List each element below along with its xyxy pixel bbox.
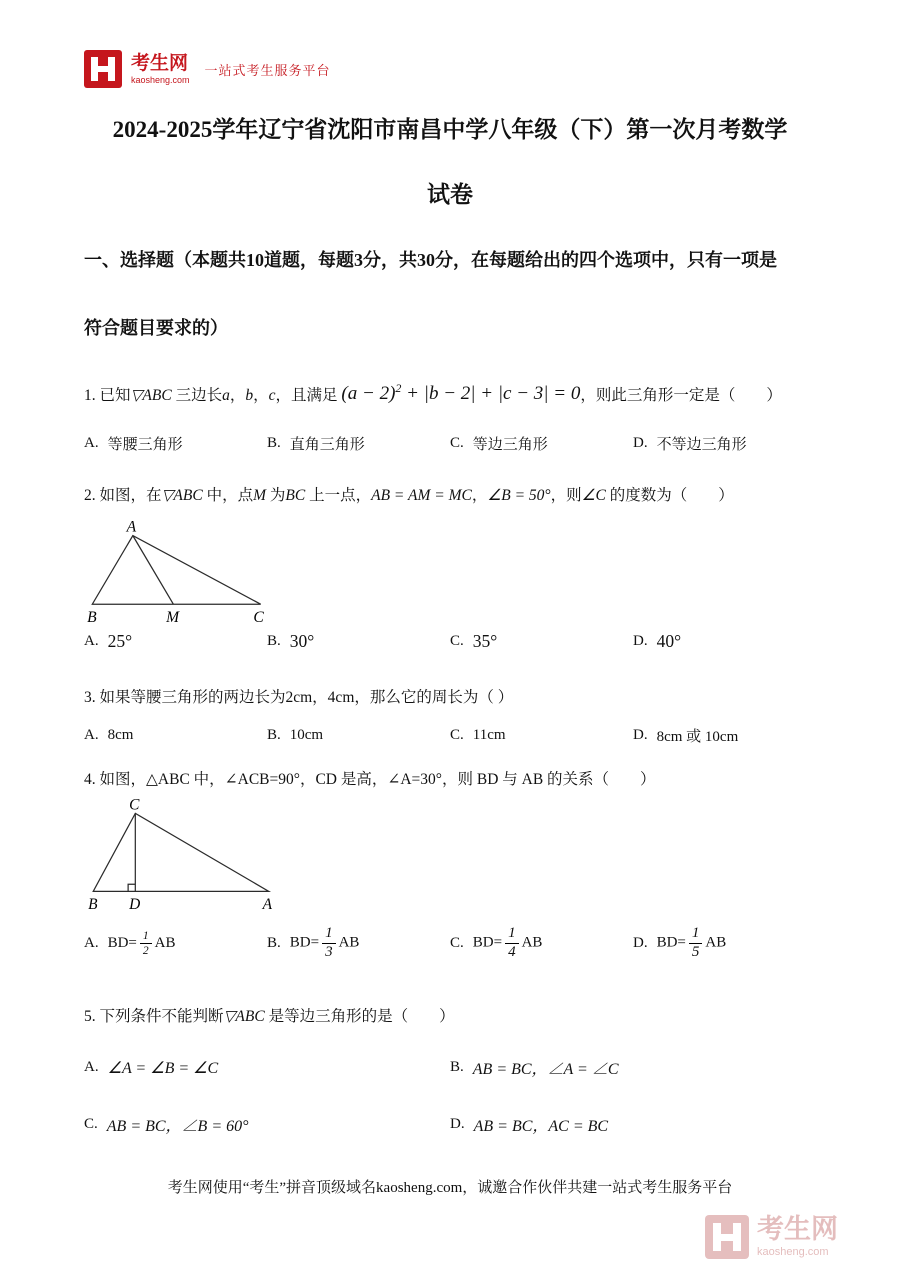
option-text: 不等边三角形 <box>656 436 747 453</box>
question-2-stem: 2. 如图，在▽ABC 中，点M 为BC 上一点，AB = AM = MC，∠B = 50°，则∠C 的度数为（ ） <box>84 486 734 504</box>
question-3 <box>84 686 816 746</box>
option-text: 25° <box>107 630 133 651</box>
question-2-options <box>84 631 816 652</box>
option-text: 8cm 或 10cm <box>656 729 739 746</box>
option-label: A. <box>84 632 99 649</box>
option-label: A. <box>84 935 99 952</box>
option-text: 35° <box>472 630 498 651</box>
q2-triangle-figure <box>86 519 268 625</box>
question-4-options <box>84 926 816 961</box>
kaosheng-watermark-icon <box>705 1215 749 1259</box>
question-3-option-c <box>450 727 633 744</box>
question-2 <box>84 484 816 652</box>
option-text: 10cm <box>289 727 324 744</box>
q4-figure-label-d: D <box>129 896 141 914</box>
option-label: A. <box>84 727 99 744</box>
section-heading-line1: 一、选择题（本题共10道题，每题3分，共30分，在每题给出的四个选项中，只有一项是 <box>84 250 777 271</box>
option-text: AB = BC，AC = BC <box>473 1118 609 1136</box>
option-text: ∠A = ∠B = ∠C <box>107 1059 219 1077</box>
option-text: 8cm <box>107 727 134 744</box>
option-text: BD= $\frac{1}{5}$ AB <box>656 925 727 961</box>
doc-title-line1: 2024-2025学年辽宁省沈阳市南昌中学八年级（下）第一次月考数学 <box>112 117 788 142</box>
question-5-options-row1 <box>84 1056 816 1079</box>
question-2-option-a <box>84 631 267 652</box>
kaosheng-watermark <box>705 1215 838 1259</box>
option-label: B. <box>267 434 281 451</box>
option-label: D. <box>633 434 648 451</box>
q4-figure-label-a: A <box>262 896 273 914</box>
option-label: B. <box>267 727 281 744</box>
option-label: B. <box>267 935 281 952</box>
option-text: 等边三角形 <box>472 436 548 453</box>
option-label: C. <box>450 727 464 744</box>
logo-tagline: 一站式考生服务平台 <box>204 62 331 78</box>
option-text: 30° <box>289 630 315 651</box>
question-1 <box>84 380 816 454</box>
section-heading <box>84 246 816 340</box>
question-5-option-a <box>84 1058 450 1078</box>
question-1-option-b <box>267 433 450 454</box>
option-text: 11cm <box>472 727 506 744</box>
question-5-option-c <box>84 1113 450 1136</box>
question-4-stem: 4. 如图，△ABC 中，∠ACB=90°，CD 是高，∠A=30°，则 BD 与 AB 的关系（ ） <box>84 771 656 789</box>
option-label: D. <box>633 935 648 952</box>
watermark-name: 考生网 <box>757 1214 838 1244</box>
q2-figure-label-m: M <box>166 608 180 625</box>
question-2-option-b <box>267 631 450 652</box>
q2-figure-label-c: C <box>253 608 264 625</box>
option-label: D. <box>450 1116 465 1133</box>
question-5-option-b <box>450 1056 816 1079</box>
watermark-domain: kaosheng.com <box>757 1246 829 1258</box>
logo-name: 考生网 <box>131 52 189 74</box>
q2-figure-label-b: B <box>87 608 97 625</box>
option-text: BD= $\frac{1}{4}$ AB <box>472 925 543 961</box>
question-4-option-d <box>633 926 816 961</box>
option-label: C. <box>450 632 464 649</box>
option-label: C. <box>450 434 464 451</box>
question-1-options <box>84 433 816 454</box>
option-label: B. <box>267 632 281 649</box>
watermark-text-block <box>757 1216 838 1258</box>
option-label: B. <box>450 1059 464 1076</box>
question-3-option-b <box>267 727 450 744</box>
question-1-option-d <box>633 433 816 454</box>
question-4-option-c <box>450 926 633 961</box>
question-5 <box>84 1005 816 1136</box>
q4-figure-label-c: C <box>129 799 140 814</box>
logo-domain: kaosheng.com <box>131 74 190 85</box>
option-label: A. <box>84 1059 99 1076</box>
option-label: C. <box>84 1116 98 1133</box>
question-3-option-d <box>633 725 816 746</box>
option-text: 直角三角形 <box>289 436 365 453</box>
logo-text-block <box>131 54 190 85</box>
option-text: BD= $\frac{1}{3}$ AB <box>289 925 360 961</box>
section-heading-line2: 符合题目要求的） <box>84 318 228 339</box>
question-4-option-b <box>267 926 450 961</box>
option-label: D. <box>633 727 648 744</box>
question-5-options-row2 <box>84 1113 816 1136</box>
option-label: A. <box>84 434 99 451</box>
option-text: BD= $\frac{1}{2}$ AB <box>107 930 176 958</box>
option-text: AB = BC，∠A = ∠C <box>472 1061 619 1079</box>
q2-figure-label-a: A <box>126 518 137 536</box>
q4-triangle-figure <box>86 799 276 914</box>
question-1-stem: 1. 已知▽ABC 三边长a，b，c，且满足 $(a - 2)^2 + |b - 2| + |c - 3| = 0$，则此三角形一定是（ ） <box>84 381 782 405</box>
question-3-stem: 3. 如果等腰三角形的两边长为2cm，4cm，那么它的周长为（ ） <box>84 688 514 706</box>
q4-figure-label-b: B <box>88 896 98 914</box>
question-4 <box>84 768 816 961</box>
doc-title-line2: 试卷 <box>427 182 473 208</box>
option-text: 40° <box>656 630 682 651</box>
question-1-option-c <box>450 433 633 454</box>
option-text: AB = BC，∠B = 60° <box>106 1118 249 1136</box>
question-4-option-a <box>84 930 267 957</box>
question-1-option-a <box>84 433 267 454</box>
question-3-option-a <box>84 727 267 744</box>
question-3-options <box>84 725 816 746</box>
question-5-stem: 5. 下列条件不能判断▽ABC 是等边三角形的是（ ） <box>84 1007 455 1025</box>
option-text: 等腰三角形 <box>107 436 183 453</box>
option-label: D. <box>633 632 648 649</box>
kaosheng-logo-icon <box>84 50 122 88</box>
question-5-option-d <box>450 1113 816 1136</box>
question-2-option-d <box>633 631 816 652</box>
question-2-option-c <box>450 631 633 652</box>
kaosheng-header <box>84 50 816 88</box>
footer-text: 考生网使用“考生”拼音顶级域名kaosheng.com，诚邀合作伙伴共建一站式考生服务平台 <box>167 1180 733 1196</box>
option-label: C. <box>450 935 464 952</box>
